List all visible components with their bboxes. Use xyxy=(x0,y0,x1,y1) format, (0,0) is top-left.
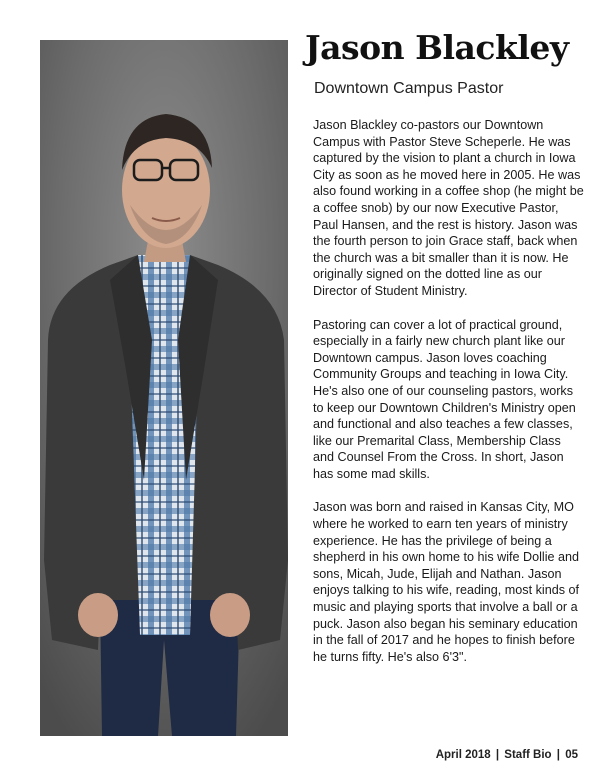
footer-section: Staff Bio xyxy=(504,749,552,761)
bio-paragraph: Pastoring can cover a lot of practical ground, especially in a fairly new church plant like our Downtown campus. Jason loves coaching Community Groups and teaching in Iowa City. He's also one of our counseling pastors, works to keep our Downtown Children's Ministry open and functional and also teaches a few classes, like our Premarital Class, Membership Class and Counsel From the Cross. In short, Jason has some mad skills. xyxy=(313,317,576,481)
footer-date: April 2018 xyxy=(435,749,491,761)
bio-paragraph: Jason Blackley co-pastors our Downtown Campus with Pastor Steve Scheperle. He was captured by the vision to plant a church in Iowa City as soon as he moved here in 2005. He was also found working in a coffee shop (he might be a coffee snob) by our now Executive Pastor, Paul Hansen, and the rest is history. Jason was the fourth person to join Grace staff, back when the church was a bit smaller than it is now. He originally signed on the dotted line as our Director of Student Ministry. xyxy=(313,118,584,298)
footer-separator: | xyxy=(495,749,500,761)
bio-paragraph: Jason was born and raised in Kansas City, MO where he worked to earn ten years of ministry experience. He has the privilege of being a shepherd in his own home to his wife Dollie and sons, Micah, Jude, Elijah and Nathan. Jason enjoys talking to his wife, reading, most kinds of music and playing sports that involve a ball or a puck. Jason also began his seminary education in the fall of 2017 and he hopes to finish before he turns fifty. He's also 6'3". xyxy=(313,500,580,664)
portrait-illustration xyxy=(40,40,288,736)
footer-page-number: 05 xyxy=(565,749,578,761)
bio-text xyxy=(313,117,585,682)
page-footer xyxy=(436,747,578,763)
staff-role-subtitle: Downtown Campus Pastor xyxy=(314,80,504,97)
footer-separator: | xyxy=(556,749,560,761)
staff-name-heading: Jason Blackley xyxy=(305,28,569,67)
staff-portrait-photo xyxy=(40,40,288,736)
